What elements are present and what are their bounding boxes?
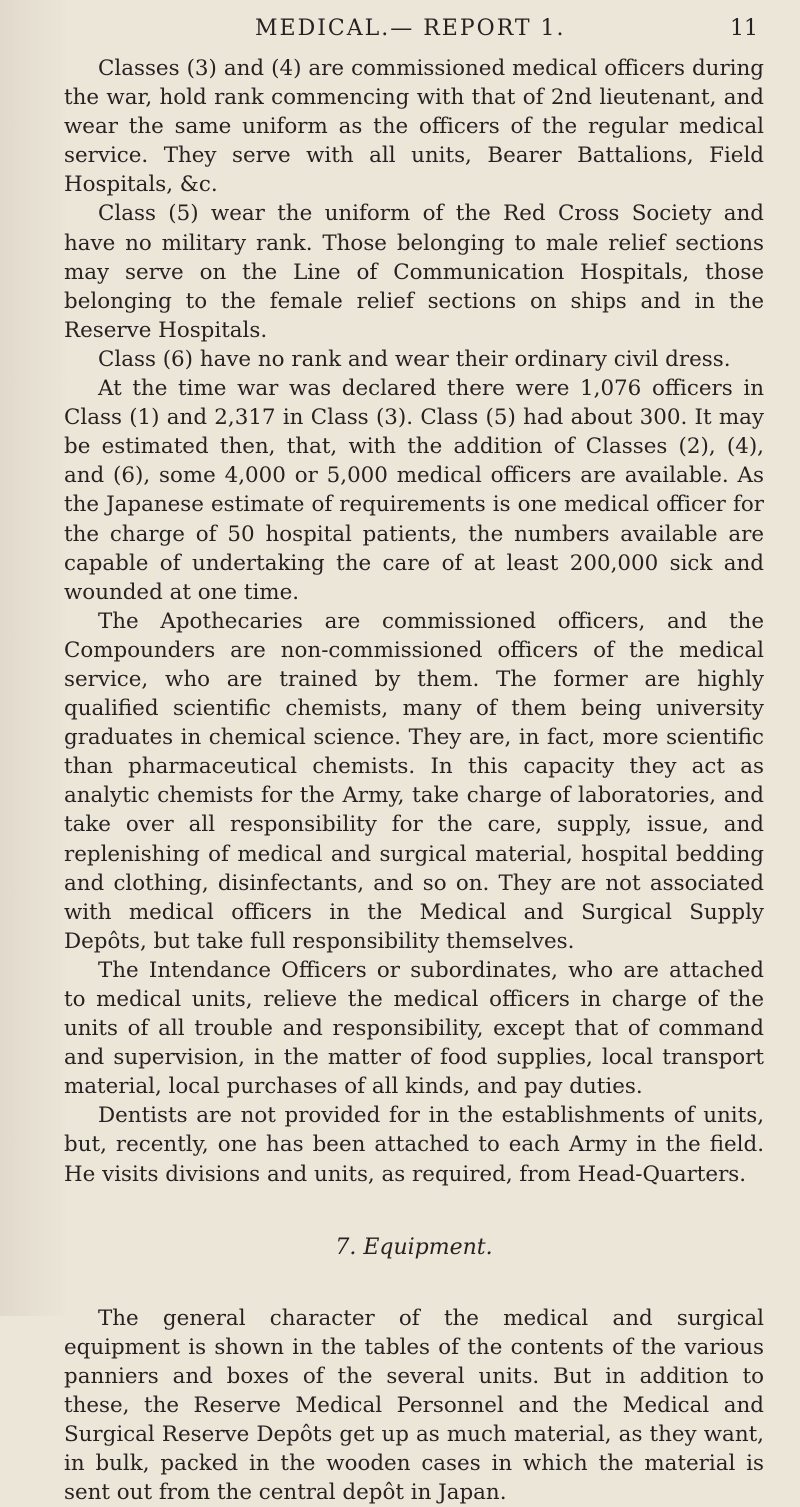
header-title: MEDICAL.— REPORT 1. [255, 16, 566, 41]
paragraph-apothecaries: The Apothecaries are commissioned officers, and the Compounders are non-commissioned officers of the medical service, who are trained by them. The former are highly qualified scientific chemists, many of them being university graduates in chemical science. They are, in fact, more scientific than pharmaceutical chemists. In this capacity they act as analytic chemists for the Army, take charge of laboratories, and take over all responsibility for the care, supply, issue, and replenishing of medical and surgical material, hospital bedding and clothing, disinfectants, and so on. They are not associated with medical officers in the Medical and Surgical Supply Depôts, but take full responsibility themselves. [64, 608, 764, 954]
running-header [64, 14, 764, 54]
paragraph-officer-numbers: At the time war was declared there were 1,076 officers in Class (1) and 2,317 in Class (3). Class (5) had about 300. It may be estimated then, that, with the addition of Classes (2), (4), and (6), some 4,000 or 5,000 medical officers are available. As the Japanese estimate of requirements is one medical officer for the charge of 50 hospital patients, the numbers available are capable of undertaking the care of at least 200,000 sick and wounded at one time. [64, 376, 764, 605]
paragraph-dentists: Dentists are not provided for in the establishments of units, but, recently, one has been attached to each Army in the field. He visits divisions and units, as required, from Head-Quarters. [64, 1103, 764, 1187]
paragraph-equipment: The general character of the medical and surgical equipment is shown in the tables of the contents of the various panniers and boxes of the several units. But in addition to these, the Reserve Medical Personnel and the Medical and Surgical Reserve Depôts get up as much material, as they want, in bulk, packed in the wooden cases in which the material is sent out from the central depôt in Japan. [64, 1305, 764, 1506]
paragraph-intendance-officers: The Intendance Officers or subordinates, who are attached to medical units, relieve the medical officers in charge of the units of all trouble and responsibility, except that of command and supervision, in the matter of food supplies, local transport material, local purchases of all kinds, and pay duties. [64, 957, 764, 1100]
body-text [64, 54, 764, 1507]
paragraph-class-6: Class (6) have no rank and wear their ordinary civil dress. [98, 346, 731, 372]
section-heading-equipment: 7. Equipment. [335, 1234, 493, 1260]
page-number: 11 [730, 16, 758, 41]
paragraph-classes-3-4: Classes (3) and (4) are commissioned medical officers during the war, hold rank commencing with that of 2nd lieutenant, and wear the same uniform as the officers of the regular medical service. They serve with all units, Bearer Battalions, Field Hospitals, &c. [64, 56, 764, 198]
paragraph-class-5: Class (5) wear the uniform of the Red Cross Society and have no military rank. Those belonging to male relief sections may serve on the Line of Communication Hospitals, those belonging to the female relief sections on ships and in the Reserve Hospitals. [64, 201, 764, 343]
